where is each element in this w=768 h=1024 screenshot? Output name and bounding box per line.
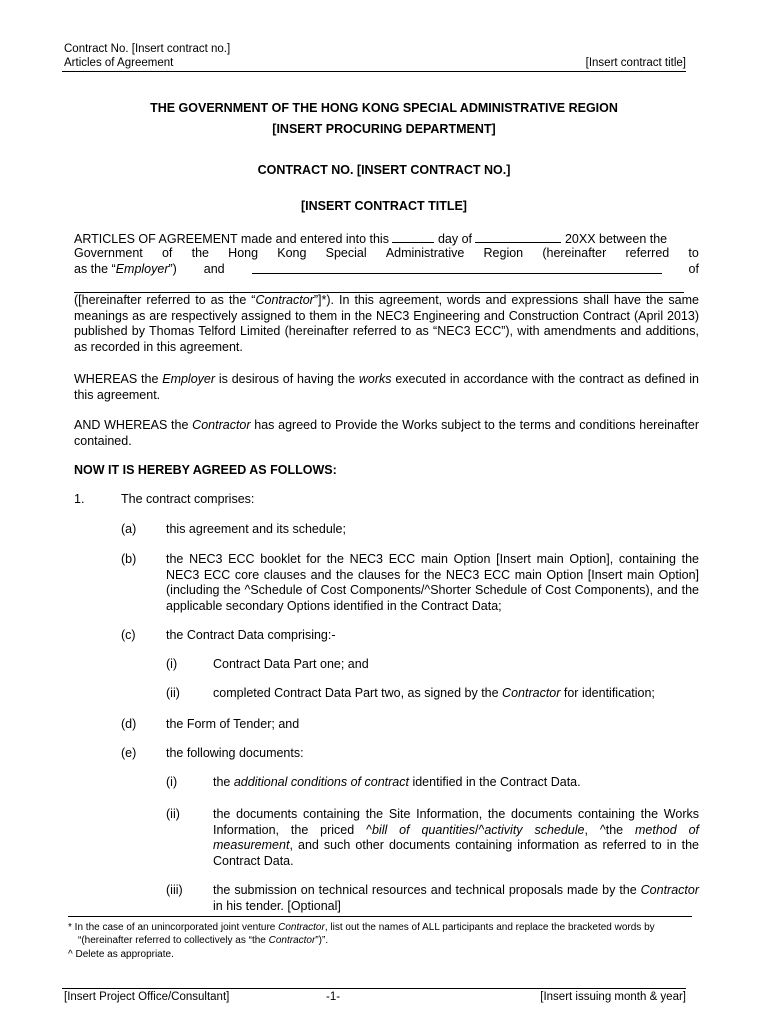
intro-line-3 bbox=[74, 262, 699, 278]
item-d-number: (d) bbox=[121, 717, 137, 731]
contract-title-heading: [INSERT CONTRACT TITLE] bbox=[301, 199, 467, 213]
footnote-star: * In the case of an unincorporated joint venture Contractor, list out the names of ALL participants and replace the bracketed words by bbox=[68, 922, 655, 933]
item-e-iii-text: the submission on technical resources and technical proposals made by the Contractor in his tender. [Optional] bbox=[213, 883, 699, 913]
footnote-rule bbox=[68, 916, 692, 917]
intro-line-2-word: referred bbox=[625, 246, 670, 260]
item-c-ii-text: completed Contract Data Part two, as signed by the Contractor for identification; bbox=[213, 686, 655, 700]
contractor-name-blank[interactable] bbox=[252, 262, 662, 274]
government-title: THE GOVERNMENT OF THE HONG KONG SPECIAL ADMINISTRATIVE REGION bbox=[150, 101, 618, 115]
intro-line-2-word: to bbox=[688, 246, 699, 260]
item-a-number: (a) bbox=[121, 522, 137, 536]
item-c-number: (c) bbox=[121, 628, 136, 642]
item-e-number: (e) bbox=[121, 746, 137, 760]
item-d-text: the Form of Tender; and bbox=[166, 717, 300, 731]
intro-line-2-word: Region bbox=[483, 246, 524, 260]
department-title: [INSERT PROCURING DEPARTMENT] bbox=[272, 122, 496, 136]
footer-right: [Insert issuing month & year] bbox=[540, 991, 686, 1003]
intro-line-2-word: the bbox=[191, 246, 209, 260]
item-e-ii-number: (ii) bbox=[166, 807, 180, 821]
intro-line-2 bbox=[74, 246, 699, 262]
intro-line-2-word: Administrative bbox=[385, 246, 465, 260]
intro-line-2-word: Hong bbox=[228, 246, 259, 260]
of-word: of bbox=[688, 262, 699, 276]
item-b-number: (b) bbox=[121, 552, 137, 566]
intro-text-1: ARTICLES OF AGREEMENT made and entered into this day of 20XX between the bbox=[74, 232, 668, 246]
item-c-i-number: (i) bbox=[166, 657, 178, 671]
header-rule bbox=[62, 71, 686, 72]
footnote-caret: ^ Delete as appropriate. bbox=[68, 949, 174, 960]
day-blank[interactable] bbox=[392, 231, 434, 243]
intro-paragraph: ([hereinafter referred to as the “Contractor”]*). In this agreement, words and expressions shall have the same meanings as are respectively assigned to them in the NEC3 Engineering and Construction Contract (April 2013) published by Thomas Telford Limited (hereinafter referred to as “NEC3 ECC”), with amendments and additions, as recorded in this agreement. bbox=[74, 293, 699, 354]
footer-left: [Insert Project Office/Consultant] bbox=[64, 991, 230, 1003]
as-the-employer: as the “Employer”) bbox=[74, 262, 177, 276]
and-whereas-paragraph: AND WHEREAS the Contractor has agreed to Provide the Works subject to the terms and conditions hereinafter contained. bbox=[74, 418, 700, 448]
item-a-text: this agreement and its schedule; bbox=[166, 522, 346, 536]
agreed-heading: NOW IT IS HEREBY AGREED AS FOLLOWS: bbox=[74, 463, 337, 477]
month-blank[interactable] bbox=[475, 231, 561, 243]
item-e-ii-text: the documents containing the Site Information, the documents containing the Works Information, the priced ^bill of quantities/^activity schedule, ^the method of measurement, and such other documents containing information as referred to in the Contract Data. bbox=[213, 807, 700, 868]
item-c-text: the Contract Data comprising:- bbox=[166, 628, 336, 642]
contract-no-title: CONTRACT NO. [INSERT CONTRACT NO.] bbox=[257, 163, 511, 177]
header-contract-title: [Insert contract title] bbox=[585, 57, 686, 69]
item-c-i-text: Contract Data Part one; and bbox=[213, 657, 369, 671]
item-e-iii-number: (iii) bbox=[166, 883, 183, 897]
clause-1-number: 1. bbox=[74, 492, 85, 506]
footnote-star-cont: “(hereinafter referred to collectively as “the Contractor”)”. bbox=[78, 935, 329, 946]
item-c-ii-number: (ii) bbox=[166, 686, 180, 700]
clause-1-text: The contract comprises: bbox=[121, 492, 255, 506]
header-contract-no: Contract No. [Insert contract no.] bbox=[64, 43, 231, 55]
whereas-paragraph: WHEREAS the Employer is desirous of having the works executed in accordance with the contract as defined in this agreement. bbox=[74, 372, 700, 402]
footer-rule bbox=[62, 988, 686, 989]
intro-line-2-word: Special bbox=[325, 246, 367, 260]
item-b-text: the NEC3 ECC booklet for the NEC3 ECC main Option [Insert main Option], containing the NEC3 ECC core clauses and the clauses for the NEC3 ECC main Option [Insert main Option] (including the ^Schedule of Cost Components/^Shorter Schedule of Cost Components), and the applicable secondary Options identified in the Contract Data; bbox=[166, 552, 699, 613]
footer-page-number: -1- bbox=[326, 991, 341, 1003]
intro-line-2-word: (hereinafter bbox=[542, 246, 607, 260]
intro-line-2-word: Government bbox=[74, 246, 143, 260]
intro-line-2-word: of bbox=[161, 246, 173, 260]
item-e-text: the following documents: bbox=[166, 746, 304, 760]
and-word: and bbox=[203, 262, 225, 276]
item-e-i-number: (i) bbox=[166, 775, 178, 789]
item-e-i-text: the additional conditions of contract identified in the Contract Data. bbox=[213, 775, 581, 789]
intro-line-2-word: Kong bbox=[277, 246, 307, 260]
header-articles: Articles of Agreement bbox=[64, 57, 174, 69]
